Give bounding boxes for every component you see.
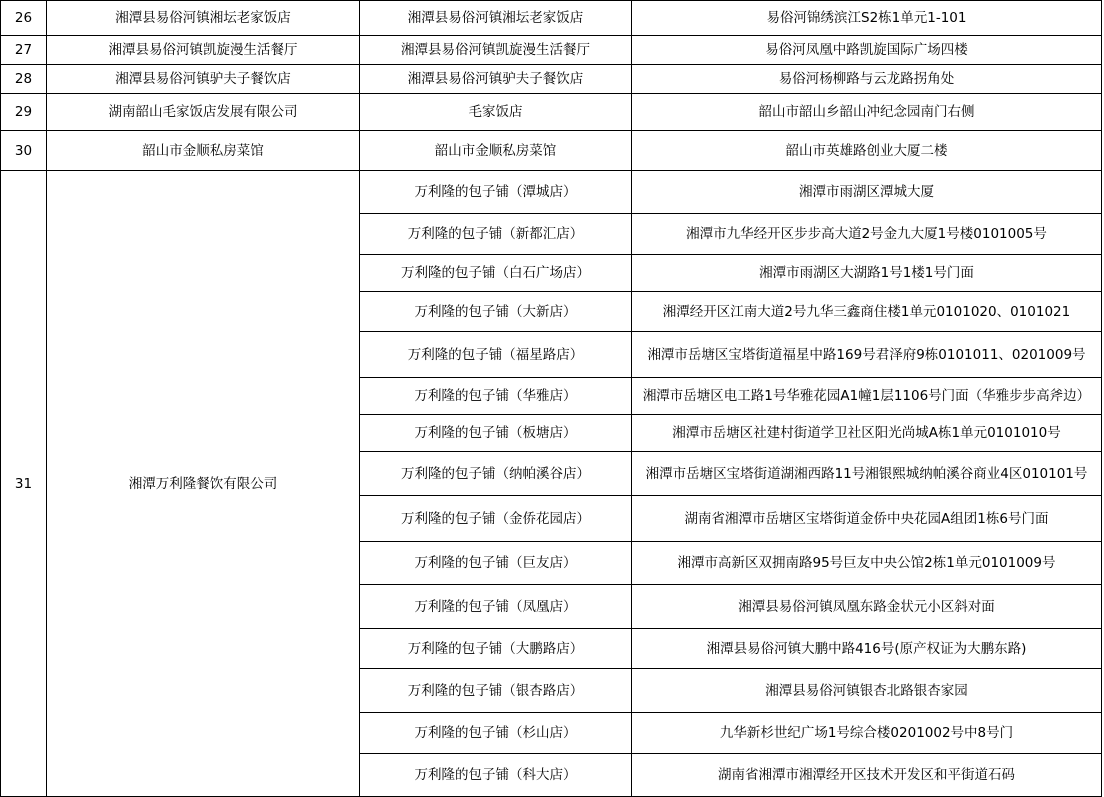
row-number: 28 (1, 65, 47, 94)
store-address: 湘潭市岳塘区宝塔街道湖湘西路11号湘银熙城纳帕溪谷商业4区010101号 (632, 452, 1102, 496)
store-address: 湘潭市九华经开区步步高大道2号金九大厦1号楼0101005号 (632, 214, 1102, 255)
company-name: 湘潭县易俗河镇驴夫子餐饮店 (47, 65, 360, 94)
store-address: 湘潭经开区江南大道2号九华三鑫商住楼1单元0101020、0101021 (632, 292, 1102, 332)
table-row (1, 1, 1102, 36)
table-row (1, 131, 1102, 171)
row-number: 27 (1, 36, 47, 65)
store-address: 湘潭市高新区双拥南路95号巨友中央公馆2栋1单元0101009号 (632, 542, 1102, 585)
store-address: 湘潭县易俗河镇凤凰东路金状元小区斜对面 (632, 585, 1102, 629)
row-number: 26 (1, 1, 47, 36)
store-address: 湘潭县易俗河镇银杏北路银杏家园 (632, 669, 1102, 713)
store-name: 万利隆的包子铺（大新店） (360, 292, 632, 332)
store-name: 万利隆的包子铺（科大店） (360, 754, 632, 797)
store-name: 万利隆的包子铺（凤凰店） (360, 585, 632, 629)
store-address: 韶山市英雄路创业大厦二楼 (632, 131, 1102, 171)
company-name: 韶山市金顺私房菜馆 (47, 131, 360, 171)
store-name: 湘潭县易俗河镇湘坛老家饭店 (360, 1, 632, 36)
store-name: 万利隆的包子铺（潭城店） (360, 171, 632, 214)
store-address: 韶山市韶山乡韶山冲纪念园南门右侧 (632, 94, 1102, 131)
table-row (1, 65, 1102, 94)
row-number: 29 (1, 94, 47, 131)
group-row-number: 31 (1, 171, 47, 797)
group-company-name: 湘潭万利隆餐饮有限公司 (47, 171, 360, 797)
store-address: 湘潭市岳塘区社建村街道学卫社区阳光尚城A栋1单元0101010号 (632, 415, 1102, 452)
store-name: 韶山市金顺私房菜馆 (360, 131, 632, 171)
store-address: 易俗河锦绣滨江S2栋1单元1-101 (632, 1, 1102, 36)
store-name: 万利隆的包子铺（金侨花园店） (360, 496, 632, 542)
store-address: 易俗河凤凰中路凯旋国际广场四楼 (632, 36, 1102, 65)
store-name: 湘潭县易俗河镇驴夫子餐饮店 (360, 65, 632, 94)
store-address: 湘潭市雨湖区大湖路1号1楼1号门面 (632, 255, 1102, 292)
store-name: 万利隆的包子铺（新都汇店） (360, 214, 632, 255)
store-name: 万利隆的包子铺（银杏路店） (360, 669, 632, 713)
store-name: 湘潭县易俗河镇凯旋漫生活餐厅 (360, 36, 632, 65)
row-number: 30 (1, 131, 47, 171)
store-name: 毛家饭店 (360, 94, 632, 131)
store-name: 万利隆的包子铺（巨友店） (360, 542, 632, 585)
store-name: 万利隆的包子铺（白石广场店） (360, 255, 632, 292)
store-name: 万利隆的包子铺（福星路店） (360, 332, 632, 378)
store-address: 湘潭市岳塘区宝塔街道福星中路169号君泽府9栋0101011、0201009号 (632, 332, 1102, 378)
store-address: 湖南省湘潭市岳塘区宝塔街道金侨中央花园A组团1栋6号门面 (632, 496, 1102, 542)
store-name: 万利隆的包子铺（华雅店） (360, 378, 632, 415)
store-address: 九华新杉世纪广场1号综合楼0201002号中8号门 (632, 713, 1102, 754)
company-name: 湘潭县易俗河镇凯旋漫生活餐厅 (47, 36, 360, 65)
store-name: 万利隆的包子铺（纳帕溪谷店） (360, 452, 632, 496)
table-row (1, 171, 1102, 214)
store-address: 易俗河杨柳路与云龙路拐角处 (632, 65, 1102, 94)
company-name: 湘潭县易俗河镇湘坛老家饭店 (47, 1, 360, 36)
table-row (1, 94, 1102, 131)
store-address: 湘潭市岳塘区电工路1号华雅花园A1幢1层1106号门面（华雅步步高斧边） (632, 378, 1102, 415)
company-name: 湖南韶山毛家饭店发展有限公司 (47, 94, 360, 131)
store-address: 湖南省湘潭市湘潭经开区技术开发区和平街道石码 (632, 754, 1102, 797)
store-address: 湘潭县易俗河镇大鹏中路416号(原产权证为大鹏东路) (632, 629, 1102, 669)
store-name: 万利隆的包子铺（板塘店） (360, 415, 632, 452)
store-address: 湘潭市雨湖区潭城大厦 (632, 171, 1102, 214)
store-name: 万利隆的包子铺（杉山店） (360, 713, 632, 754)
store-name: 万利隆的包子铺（大鹏路店） (360, 629, 632, 669)
table-row (1, 36, 1102, 65)
